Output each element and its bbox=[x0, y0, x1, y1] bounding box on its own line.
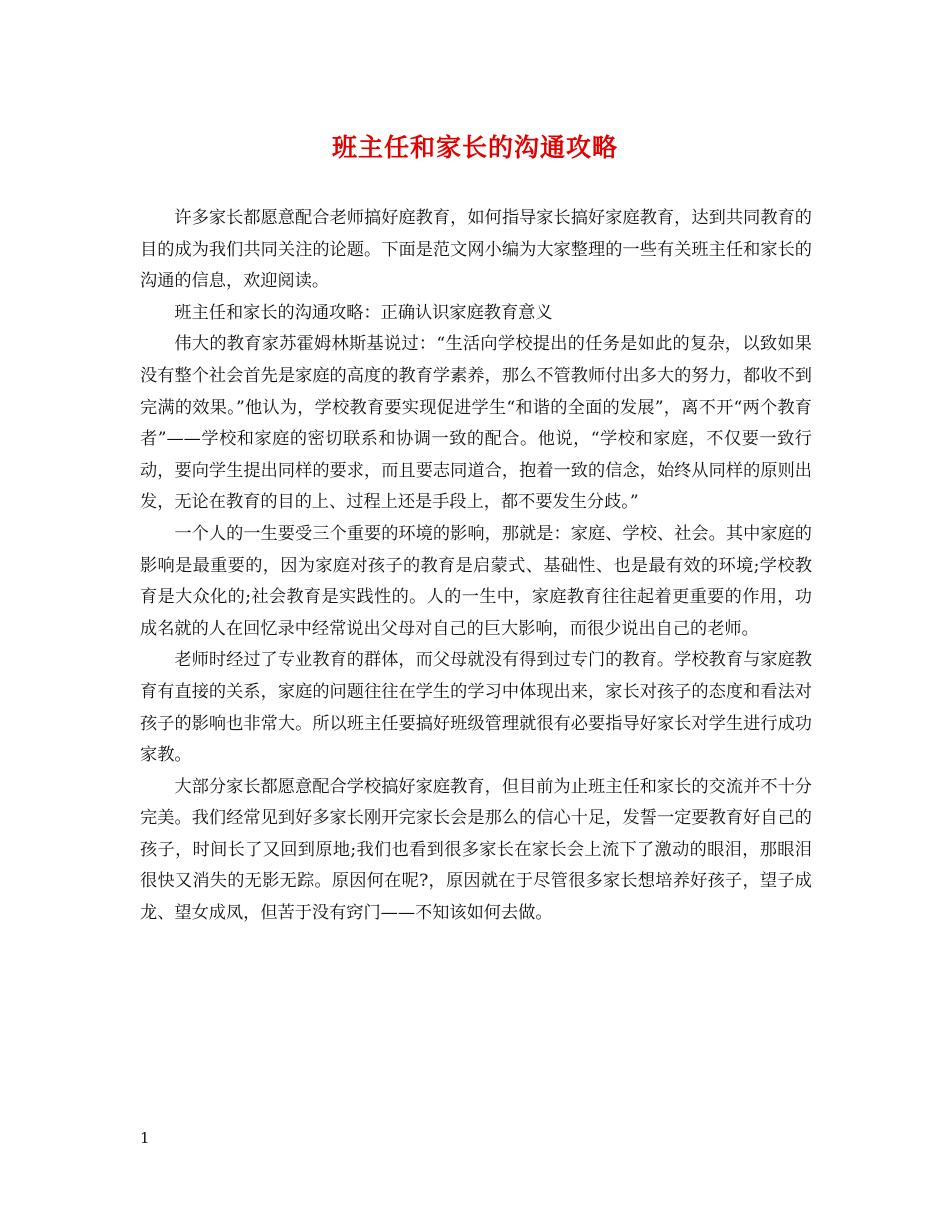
paragraph-teachers: 老师时经过了专业教育的群体，而父母就没有得到过专门的教育。学校教育与家庭教育有直接的关系，家庭的问题往往在学生的学习中体现出来，家长对孩子的态度和看法对孩子的影响也非常大。所以班主任要搞好班级管理就很有必要指导好家长对学生进行成功家教。 bbox=[140, 650, 812, 766]
document-body bbox=[140, 203, 812, 930]
section-heading: 班主任和家长的沟通攻略：正确认识家庭教育意义 bbox=[174, 302, 553, 323]
paragraph-parents: 大部分家长都愿意配合学校搞好家庭教育，但目前为止班主任和家长的交流并不十分完美。我们经常见到好多家长刚开完家长会是那么的信心十足，发誓一定要教育好自己的孩子，时间长了又回到原地;我们也看到很多家长在家长会上流下了激动的眼泪，那眼泪很快又消失的无影无踪。原因何在呢?，原因就在于尽管很多家长想培养好孩子，望子成龙、望女成凤，但苦于没有窍门——不知该如何去做。 bbox=[140, 776, 812, 924]
paragraph-environment: 一个人的一生要受三个重要的环境的影响，那就是：家庭、学校、社会。其中家庭的影响是最重要的，因为家庭对孩子的教育是启蒙式、基础性、也是最有效的环境;学校教育是大众化的;社会教育是实践性的。人的一生中，家庭教育往往起着更重要的作用，功成名就的人在回忆录中经常说出父母对自己的巨大影响，而很少说出自己的老师。 bbox=[140, 523, 812, 639]
paragraph-quote: 伟大的教育家苏霍姆林斯基说过：“生活向学校提出的任务是如此的复杂，以致如果没有整个社会首先是家庭的高度的教育学素养，那么不管教师付出多大的努力，都收不到完满的效果。”他认为，学校教育要实现促进学生“和谐的全面的发展”，离不开“两个教育者”——学校和家庭的密切联系和协调一致的配合。他说，“学校和家庭，不仅要一致行动，要向学生提出同样的要求，而且要志同道合，抱着一致的信念，始终从同样的原则出发，无论在教育的目的上、过程上还是手段上，都不要发生分歧。” bbox=[140, 334, 812, 513]
paragraph-intro: 许多家长都愿意配合老师搞好庭教育，如何指导家长搞好家庭教育，达到共同教育的目的成为我们共同关注的论题。下面是范文网小编为大家整理的一些有关班主任和家长的沟通的信息，欢迎阅读。 bbox=[140, 208, 812, 292]
document-title: 班主任和家长的沟通攻略 bbox=[331, 133, 618, 162]
page-number: 1 bbox=[140, 1129, 150, 1147]
